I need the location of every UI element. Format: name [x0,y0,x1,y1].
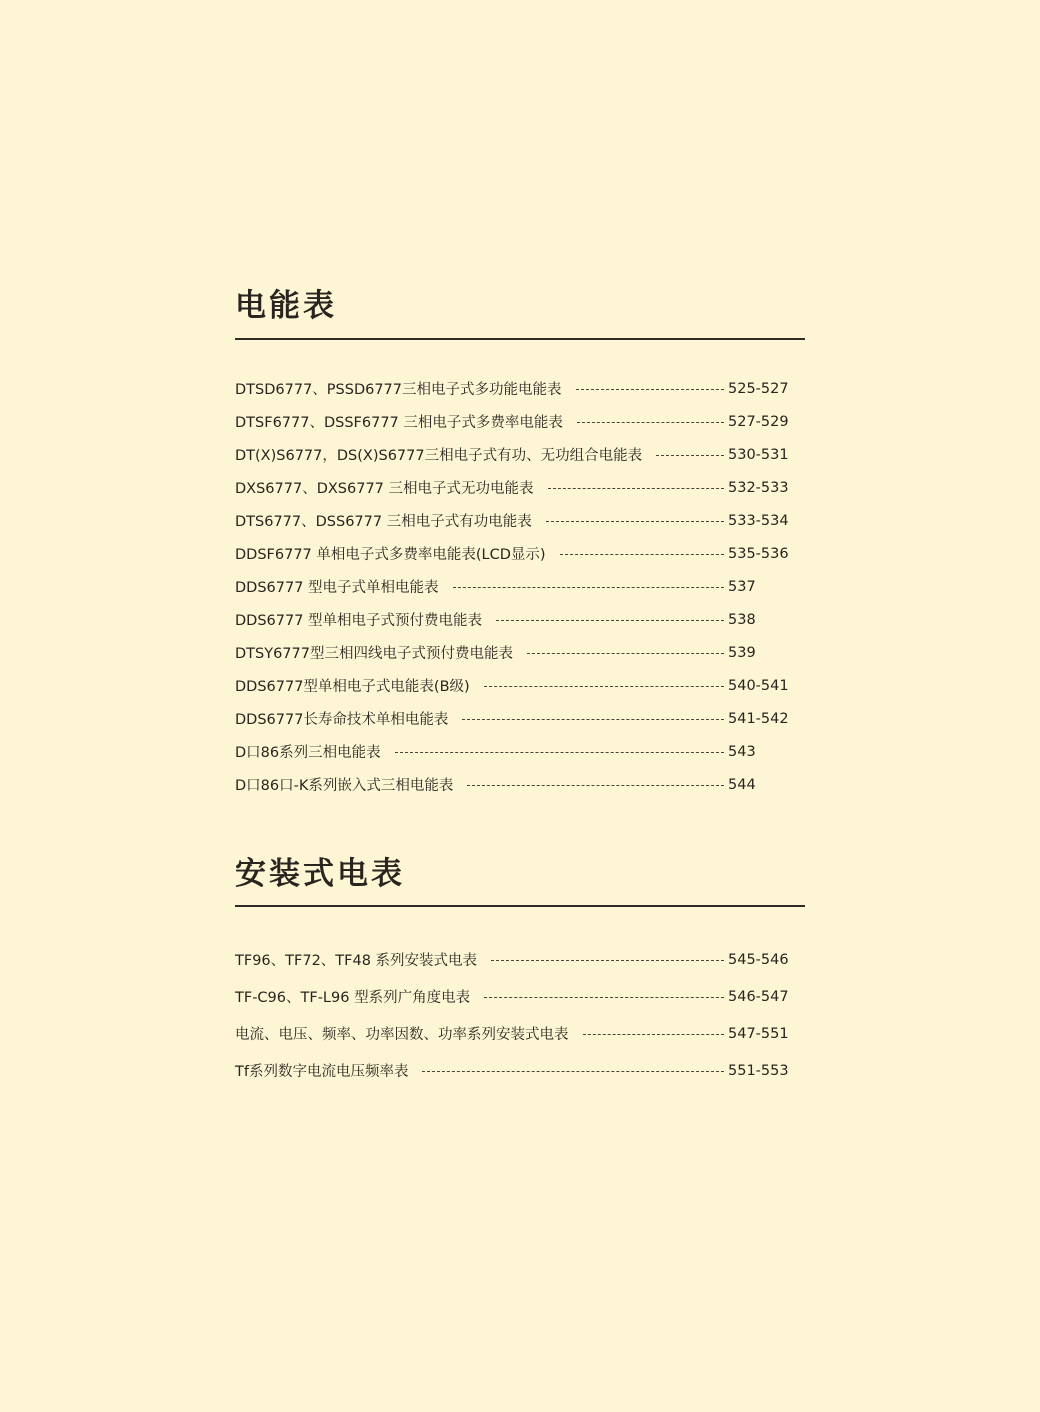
toc-page-range: 527-529 [728,413,789,430]
section-title: 安装式电表 [235,856,405,892]
section-electric-meters [235,284,805,801]
toc-entry-title: TF-C96、TF-L96 型系列广角度电表 [235,990,471,1006]
toc-entry-title: DTSY6777型三相四线电子式预付费电能表 [235,646,513,662]
toc-entry-title: DDS6777 型单相电子式预付费电能表 [235,613,483,629]
toc-entry[interactable] [235,768,791,801]
dotted-leader [491,960,724,961]
toc-entry-title: D口86口-K系列嵌入式三相电能表 [235,778,454,794]
toc-entry-title: 电流、电压、频率、功率因数、功率系列安装式电表 [235,1027,569,1043]
dotted-leader [576,389,724,390]
dotted-leader [484,686,724,687]
toc-entry-title: DDS6777 型电子式单相电能表 [235,580,439,596]
dotted-leader [484,997,724,998]
toc-entry[interactable] [235,669,791,702]
toc-entry[interactable] [235,504,791,537]
dotted-leader [462,719,724,720]
toc-entry[interactable] [235,603,791,636]
toc-entry[interactable] [235,735,791,768]
toc-entry-title: DDSF6777 单相电子式多费率电能表(LCD显示) [235,547,546,563]
toc-entry-title: Tf系列数字电流电压频率表 [235,1064,409,1080]
dotted-leader [467,785,724,786]
dotted-leader [395,752,724,753]
toc-page-range: 539 [728,644,756,661]
toc-entry-title: DTSD6777、PSSD6777三相电子式多功能电能表 [235,382,562,398]
toc-page-range: 551-553 [728,1062,789,1079]
section-title: 电能表 [235,288,337,324]
toc-entry[interactable] [235,438,791,471]
dotted-leader [422,1071,724,1072]
toc-entry-title: TF96、TF72、TF48 系列安装式电表 [235,953,478,969]
toc-entry[interactable] [235,537,791,570]
toc-entry-title: DTSF6777、DSSF6777 三相电子式多费率电能表 [235,415,563,431]
dotted-leader [560,554,724,555]
section-panel-meters [235,852,805,1089]
toc-page-range: 540-541 [728,677,789,694]
toc-page-range: 530-531 [728,446,789,463]
dotted-leader [583,1034,725,1035]
toc-entry[interactable] [235,372,791,405]
toc-entry-title: DT(X)S6777，DS(X)S6777三相电子式有功、无功组合电能表 [235,448,643,464]
toc-page-range: 538 [728,611,756,628]
toc-list [235,372,805,801]
toc-page-range: 543 [728,743,756,760]
dotted-leader [656,455,724,456]
toc-page-range: 533-534 [728,512,789,529]
toc-page-range: 544 [728,776,756,793]
toc-entry[interactable] [235,636,791,669]
toc-entry[interactable] [235,471,791,504]
toc-entry-title: D口86系列三相电能表 [235,745,381,761]
toc-entry[interactable] [235,570,791,603]
toc-entry[interactable] [235,702,791,735]
toc-page-range: 532-533 [728,479,789,496]
dotted-leader [546,521,724,522]
toc-page-range: 537 [728,578,756,595]
toc-page-range: 545-546 [728,951,789,968]
toc-list [235,941,805,1089]
toc-entry-title: DTS6777、DSS6777 三相电子式有功电能表 [235,514,532,530]
toc-entry-title: DDS6777型单相电子式电能表(B级) [235,679,470,695]
toc-entry[interactable] [235,941,791,978]
section-divider [235,905,805,907]
toc-page-range: 547-551 [728,1025,789,1042]
dotted-leader [577,422,724,423]
toc-entry[interactable] [235,1052,791,1089]
toc-page-range: 535-536 [728,545,789,562]
dotted-leader [527,653,724,654]
section-divider [235,338,805,340]
dotted-leader [453,587,724,588]
toc-entry[interactable] [235,405,791,438]
toc-page-range: 541-542 [728,710,789,727]
toc-page-range: 546-547 [728,988,789,1005]
dotted-leader [496,620,724,621]
toc-entry-title: DDS6777长寿命技术单相电能表 [235,712,449,728]
toc-entry-title: DXS6777、DXS6777 三相电子式无功电能表 [235,481,534,497]
toc-page-range: 525-527 [728,380,789,397]
toc-entry[interactable] [235,1015,791,1052]
dotted-leader [548,488,724,489]
toc-entry[interactable] [235,978,791,1015]
